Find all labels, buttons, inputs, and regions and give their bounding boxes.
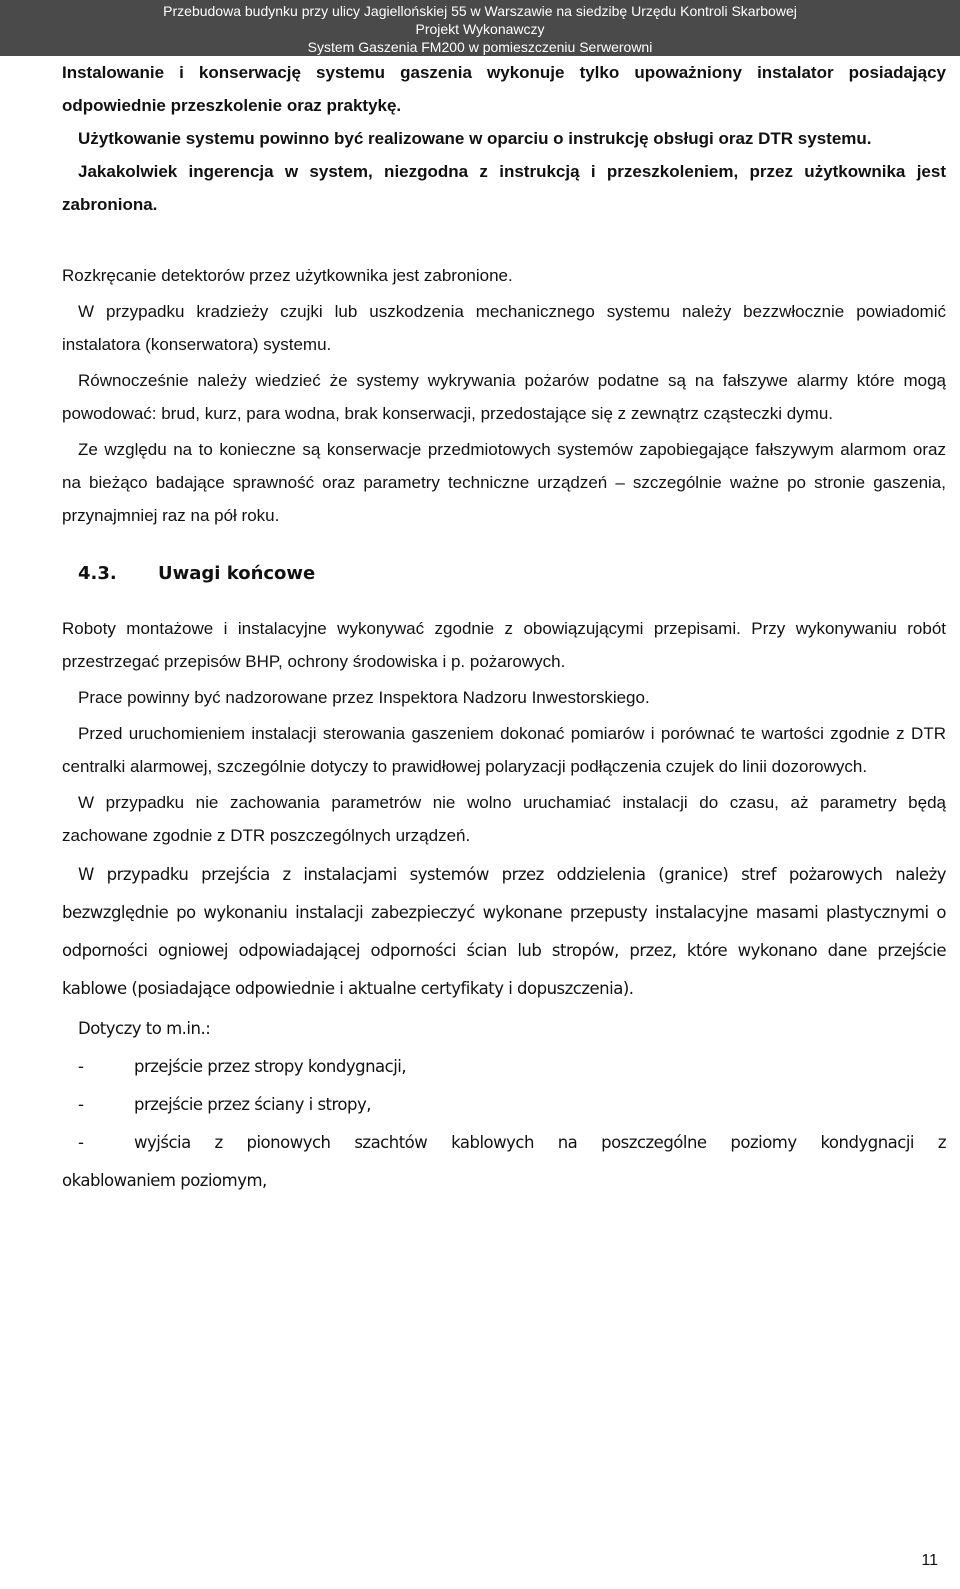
list-item-continuation: okablowaniem poziomym, <box>62 1171 267 1190</box>
paragraph-supervision: Prace powinny być nadzorowane przez Inspektora Nadzoru Inwestorskiego. <box>78 688 650 707</box>
header-system-name: System Gaszenia FM200 w pomieszczeniu Serwerowni <box>307 39 653 55</box>
paragraph-parameters: W przypadku nie zachowania parametrów nie wolno uruchamiać instalacji do czasu, aż parametry będą zachowane zgodnie z DTR poszczególnych urządzeń. <box>62 793 946 845</box>
list-dash: - <box>78 1057 84 1076</box>
document-body <box>62 56 946 1200</box>
paragraph-theft: W przypadku kradzieży czujki lub uszkodzenia mechanicznego systemu należy bezzwłocznie powiadomić instalatora (konserwatora) systemu. <box>62 302 946 354</box>
running-header <box>0 0 960 56</box>
section-title: Uwagi końcowe <box>158 563 316 584</box>
paragraph-works: Roboty montażowe i instalacyjne wykonywać zgodnie z obowiązującymi przepisami. Przy wykonywaniu robót przestrzegać przepisów BHP, ochrony środowiska i p. pożarowych. <box>62 619 946 671</box>
paragraph-measurements: Przed uruchomieniem instalacji sterowania gaszeniem dokonać pomiarów i porównać te wartości zgodnie z DTR centralki alarmowej, szczególnie dotyczy to prawidłowej polaryzacji podłączenia czujek do linii dozorowych. <box>62 724 946 776</box>
list-item <box>62 1086 946 1124</box>
paragraph-false-alarms: Równocześnie należy wiedzieć że systemy wykrywania pożarów podatne są na fałszywe alarmy które mogą powodować: brud, kurz, para wodna, brak konserwacji, przedostające się z zewnątrz cząsteczki dymu. <box>62 371 946 423</box>
list-item-text: przejście przez ściany i stropy, <box>134 1095 372 1114</box>
bold-paragraph-installation: Instalowanie i konserwację systemu gaszenia wykonuje tylko upoważniony instalator posiadający odpowiednie przeszkolenie oraz praktykę. <box>62 63 946 115</box>
paragraph-fire-zones: W przypadku przejścia z instalacjami systemów przez oddzielenia (granice) stref pożarowych należy bezwzględnie po wykonaniu instalacji zabezpieczyć wykonane przepusty instalacyjne masami plastycznymi o odporności ogniowej odpowiadającej odporności ścian lub stropów, przez, które wykonano dane przejście kablowe (posiadające odpowiednie i aktualne certyfikaty i dopuszczenia). <box>62 865 946 998</box>
list-item <box>62 1124 946 1162</box>
list-dash: - <box>78 1133 84 1152</box>
header-document-type: Projekt Wykonawczy <box>415 21 545 37</box>
list-intro: Dotyczy to m.in.: <box>78 1019 211 1038</box>
section-number: 4.3. <box>78 563 117 584</box>
bold-paragraph-interference: Jakakolwiek ingerencja w system, niezgodna z instrukcją i przeszkoleniem, przez użytkownika jest zabroniona. <box>62 162 946 214</box>
paragraph-maintenance: Ze względu na to konieczne są konserwacje przedmiotowych systemów zapobiegające fałszywym alarmom oraz na bieżąco badające sprawność oraz parametry techniczne urządzeń – szczególnie ważne po stronie gaszenia, przynajmniej raz na pół roku. <box>62 440 946 525</box>
paragraph-detectors: Rozkręcanie detektorów przez użytkownika jest zabronione. <box>62 266 513 285</box>
list-item-text: przejście przez stropy kondygnacji, <box>134 1057 407 1076</box>
list-item <box>62 1048 946 1086</box>
bold-paragraph-usage: Użytkowanie systemu powinno być realizowane w oparciu o instrukcję obsługi oraz DTR systemu. <box>78 129 872 148</box>
list-item-text: wyjścia z pionowych szachtów kablowych na poszczególne poziomy kondygnacji z <box>134 1133 946 1152</box>
section-heading <box>62 554 946 594</box>
page-number: 11 <box>921 1552 938 1569</box>
list-dash: - <box>78 1095 84 1114</box>
header-project-title: Przebudowa budynku przy ulicy Jagiellońskiej 55 w Warszawie na siedzibę Urzędu Kontroli Skarbowej <box>163 3 797 19</box>
